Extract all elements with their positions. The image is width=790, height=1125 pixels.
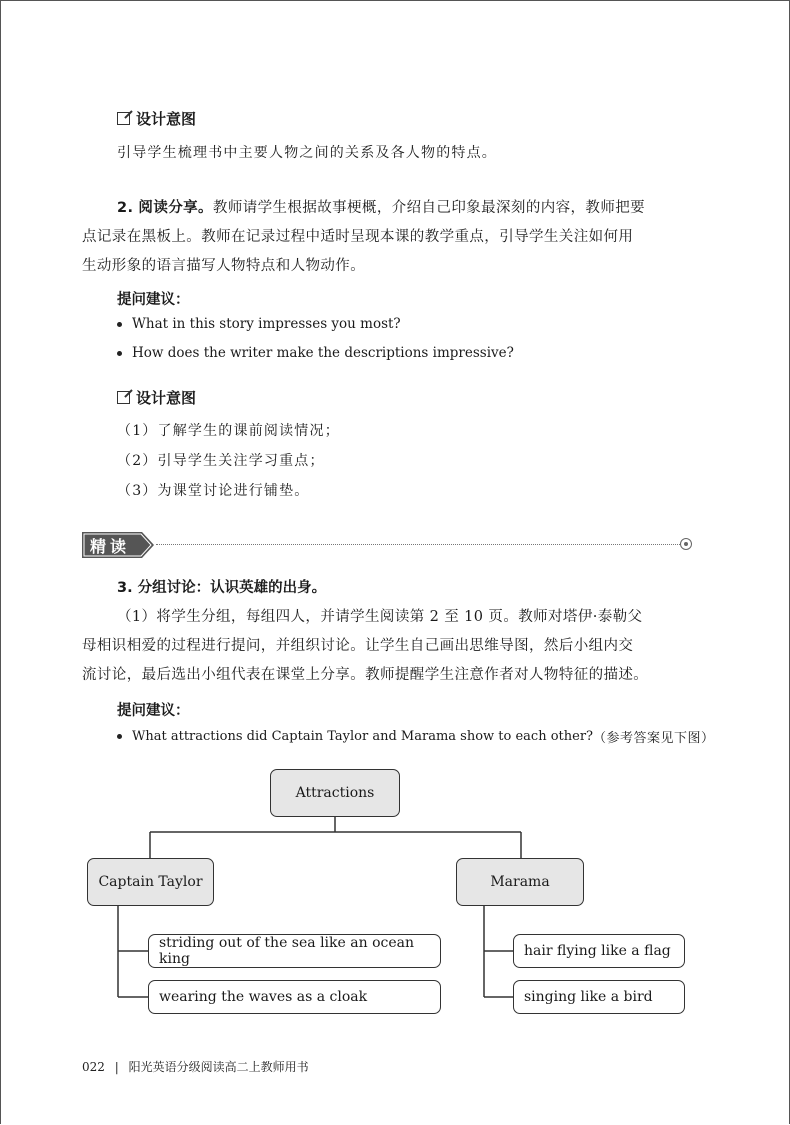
mindmap-root-node: Attractions — [270, 769, 400, 817]
question-item: How does the writer make the descriptions impressive? — [117, 345, 514, 361]
mindmap-leaf-node: wearing the waves as a cloak — [148, 980, 441, 1014]
design-intent-item: （3）为课堂讨论进行铺垫。 — [117, 483, 310, 499]
question-item: What attractions did Captain Taylor and Marama show to each other? （参考答案见下图） — [117, 727, 715, 746]
mindmap-captain-taylor-node: Captain Taylor — [87, 858, 214, 906]
reading-share-line-3: 生动形象的语言描写人物特点和人物动作。 — [82, 258, 366, 274]
banner-label: 精读 — [90, 537, 131, 556]
mindmap-leaf-node: striding out of the sea like an ocean king — [148, 934, 441, 968]
mindmap-marama-node: Marama — [456, 858, 584, 906]
question-item: What in this story impresses you most? — [117, 316, 401, 332]
design-intent-heading-1: 设计意图 — [117, 108, 196, 129]
footer-separator: | — [114, 1060, 119, 1074]
group-discussion-line-3: 流讨论，最后选出小组代表在课堂上分享。教师提醒学生注意作者对人物特征的描述。 — [82, 667, 649, 683]
design-intent-item: （1）了解学生的课前阅读情况； — [117, 423, 340, 439]
question-tips-label-1: 提问建议： — [117, 292, 190, 308]
group-discussion-title: 3. 分组讨论：认识英雄的出身。 — [117, 580, 327, 596]
group-discussion-line-2: 母相识相爱的过程进行提问，并组织讨论。让学生自己画出思维导图，然后小组内交 — [82, 638, 634, 654]
page-footer — [82, 1058, 309, 1075]
mindmap-leaf-node: hair flying like a flag — [513, 934, 685, 968]
mindmap-leaf-node: singing like a bird — [513, 980, 685, 1014]
reading-share-line-1: 2. 阅读分享。教师请学生根据故事梗概，介绍自己印象最深刻的内容，教师把要 — [117, 200, 646, 216]
reading-share-line-2: 点记录在黑板上。教师在记录过程中适时呈现本课的教学重点，引导学生关注如何用 — [82, 229, 634, 245]
design-intent-heading-2: 设计意图 — [117, 387, 196, 408]
design-intent-item: （2）引导学生关注学习重点； — [117, 453, 325, 469]
group-discussion-line-1: （1）将学生分组，每组四人，并请学生阅读第 2 至 10 页。教师对塔伊·泰勒父 — [117, 609, 643, 625]
design-intent-text-1: 引导学生梳理书中主要人物之间的关系及各人物的特点。 — [117, 145, 497, 161]
question-tips-label-2: 提问建议： — [117, 703, 190, 719]
page-number: 022 — [82, 1060, 105, 1074]
book-title: 阳光英语分级阅读高二上教师用书 — [128, 1060, 309, 1074]
